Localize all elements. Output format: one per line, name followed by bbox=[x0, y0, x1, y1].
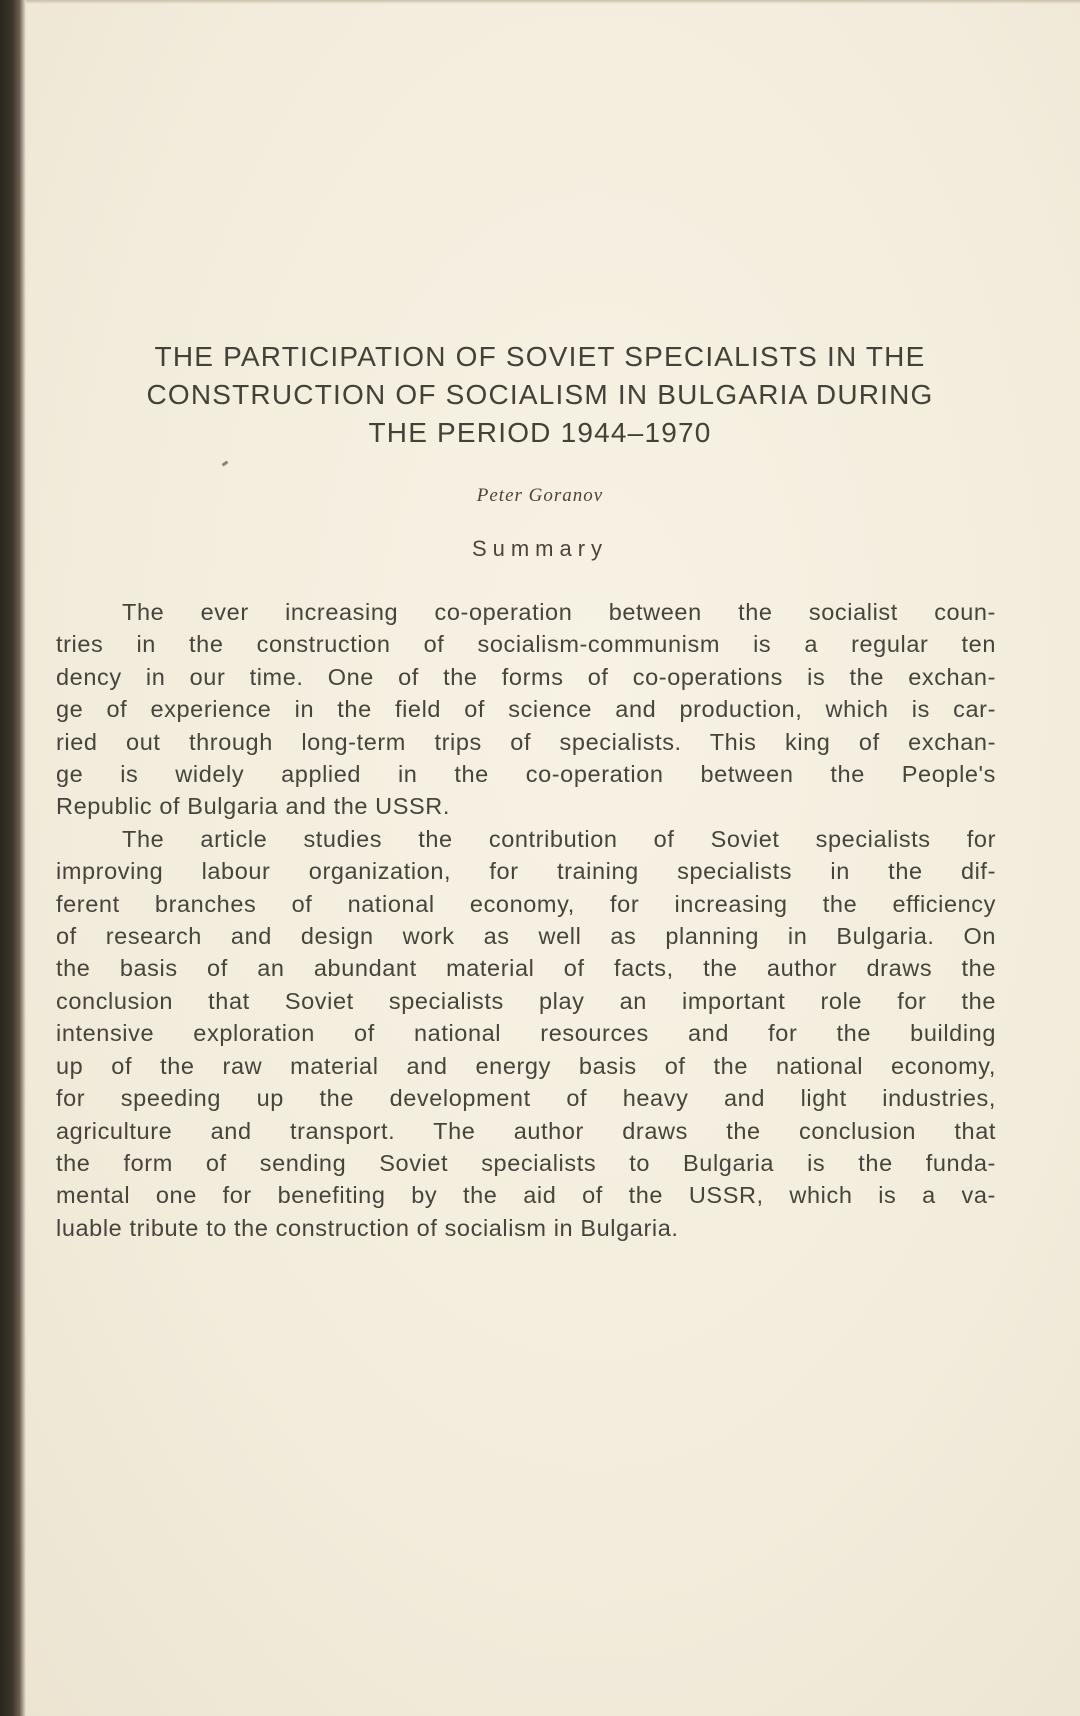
text-line: ferent branches of national economy, for increasing the efficiency bbox=[56, 890, 996, 917]
text-line: up of the raw material and energy basis of the national economy, bbox=[56, 1052, 996, 1079]
text-line: ried out through long-term trips of specialists. This king of exchan- bbox=[56, 728, 996, 755]
text-line: Republic of Bulgaria and the USSR. bbox=[56, 793, 451, 820]
text-line: conclusion that Soviet specialists play an important role for the bbox=[56, 987, 996, 1014]
text-line: The article studies the contribution of Soviet specialists for bbox=[122, 825, 996, 852]
text-line: the form of sending Soviet specialists to Bulgaria is the funda- bbox=[56, 1149, 996, 1176]
paragraph bbox=[56, 823, 996, 1244]
author-name: Peter Goranov bbox=[476, 485, 604, 506]
text-line: dency in our time. One of the forms of co-operations is the exchan- bbox=[56, 663, 996, 690]
article-title bbox=[40, 338, 1040, 452]
text-line: tries in the construction of socialism-communism is a regular ten bbox=[56, 631, 996, 658]
text-line: agriculture and transport. The author draws the conclusion that bbox=[56, 1117, 996, 1144]
title-line: THE PERIOD 1944–1970 bbox=[368, 417, 712, 448]
ink-speck bbox=[222, 461, 229, 467]
title-line: THE PARTICIPATION OF SOVIET SPECIALISTS IN THE bbox=[154, 341, 926, 372]
text-line: the basis of an abundant material of facts, the author draws the bbox=[56, 955, 996, 982]
text-line: of research and design work as well as planning in Bulgaria. On bbox=[56, 923, 996, 950]
text-line: for speeding up the development of heavy and light industries, bbox=[56, 1085, 996, 1112]
text-line: ge of experience in the field of science and production, which is car- bbox=[56, 696, 996, 723]
text-line: The ever increasing co-operation between the socialist coun- bbox=[122, 599, 996, 625]
text-line: improving labour organization, for training specialists in the dif- bbox=[56, 858, 996, 885]
page-top-edge bbox=[26, 0, 1080, 4]
book-spine-shadow bbox=[0, 0, 26, 1716]
text-line: intensive exploration of national resources and for the building bbox=[56, 1020, 996, 1047]
paragraph bbox=[56, 596, 996, 823]
summary-heading: Summary bbox=[471, 536, 609, 561]
text-line: luable tribute to the construction of socialism in Bulgaria. bbox=[56, 1214, 679, 1241]
title-line: CONSTRUCTION OF SOCIALISM IN BULGARIA DURING bbox=[146, 379, 934, 410]
text-line: mental one for benefiting by the aid of the USSR, which is a va- bbox=[56, 1182, 996, 1209]
summary-body bbox=[56, 596, 996, 1244]
text-line: ge is widely applied in the co-operation between the People's bbox=[56, 761, 996, 788]
